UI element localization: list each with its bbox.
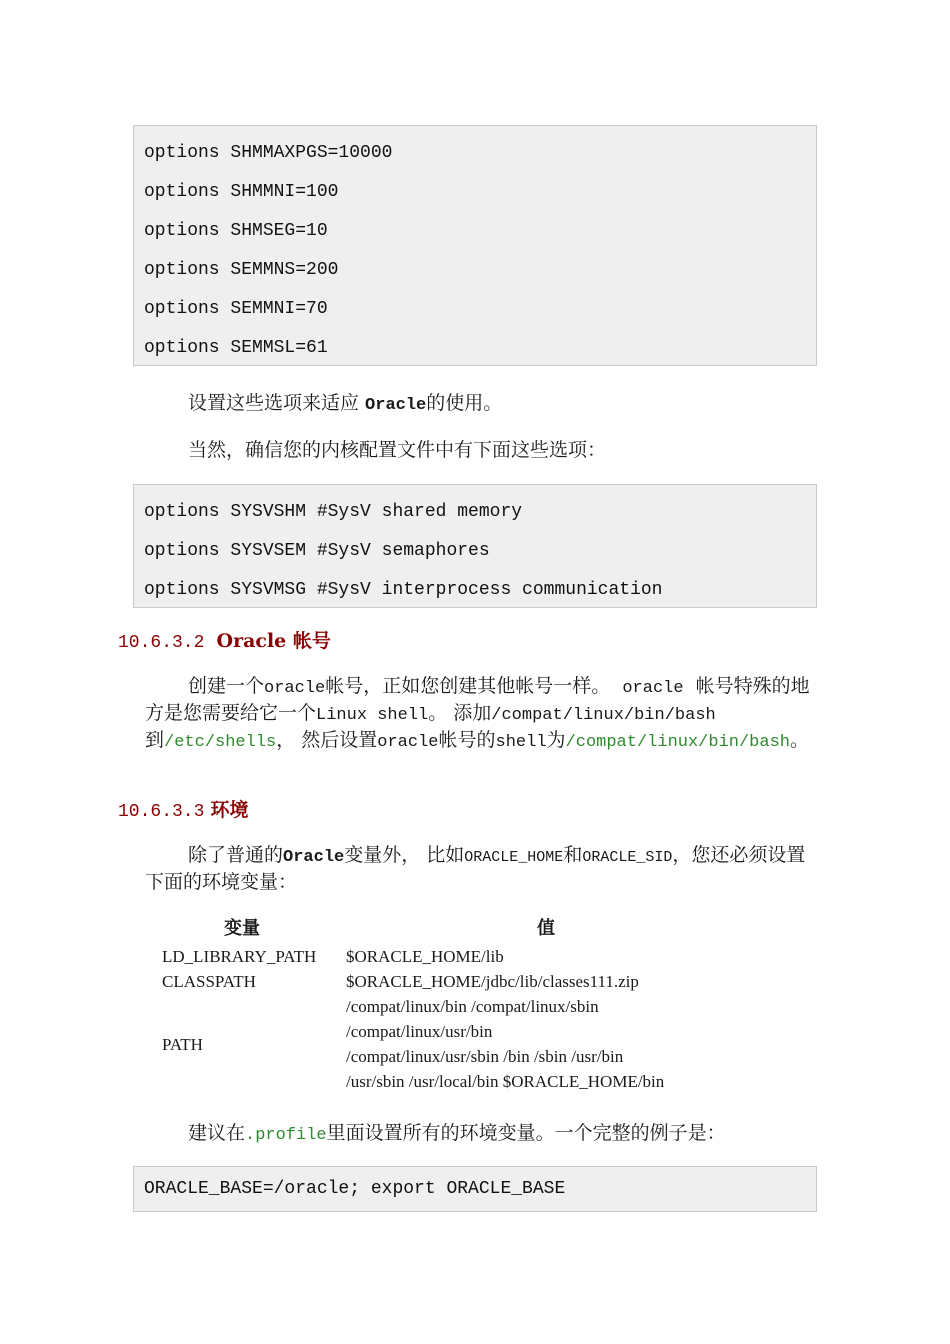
- text: 变量外， 比如: [344, 844, 465, 866]
- section-title: Oracle 帐号: [216, 630, 331, 652]
- code-line: options SHMMAXPGS=10000: [144, 143, 393, 163]
- code-line: options SHMSEG=10: [144, 221, 328, 241]
- section-title: 环境: [210, 799, 249, 821]
- bash-path-green: /compat/linux/bin/bash: [565, 733, 790, 752]
- code-line: options SYSVSEM #SysV semaphores: [144, 541, 490, 561]
- env-var-table: [150, 912, 758, 1094]
- value-line: /usr/sbin /usr/local/bin $ORACLE_HOME/bin: [346, 1072, 665, 1091]
- code-line: options SHMMNI=100: [144, 182, 339, 202]
- oracle-term: oracle: [377, 733, 439, 752]
- text: 为: [546, 729, 566, 751]
- text: 设置这些选项来适应: [188, 392, 366, 414]
- table-row: [150, 944, 758, 969]
- section-heading-oracle-account: [118, 626, 331, 653]
- code-block-kernel-options: [133, 125, 817, 366]
- oracle-term: oracle: [622, 679, 684, 698]
- oracle-term: Oracle: [283, 848, 345, 867]
- code-line: ORACLE_BASE=/oracle; export ORACLE_BASE: [144, 1179, 566, 1199]
- bash-path: /compat/linux/bin/bash: [491, 706, 716, 725]
- paragraph-oracle-options: [145, 391, 810, 418]
- var-value: [334, 944, 758, 969]
- paragraph-create-account: [145, 674, 810, 755]
- oracle-home-term: ORACLE_HOME: [464, 849, 564, 866]
- var-value: [334, 969, 758, 994]
- oracle-sid-term: ORACLE_SID: [582, 849, 673, 866]
- etc-shells-path: /etc/shells: [164, 733, 277, 752]
- text: ，您还必须设置下面的环境变量：: [145, 844, 806, 893]
- value-line: /compat/linux/usr/sbin /bin /sbin /usr/bin: [346, 1047, 624, 1066]
- code-line: options SEMMNI=70: [144, 299, 328, 319]
- text: 。 添加: [428, 702, 492, 724]
- code-line: options SYSVMSG #SysV interprocess communication: [144, 580, 663, 600]
- text: 。: [789, 729, 809, 751]
- linux-shell-term: Linux shell: [316, 706, 429, 725]
- column-header-value: 值: [537, 918, 555, 939]
- text: 和: [563, 844, 583, 866]
- text: 帐号的: [438, 729, 496, 751]
- text: 创建一个: [188, 675, 265, 697]
- text: 里面设置所有的环境变量。一个完整的例子是：: [326, 1122, 726, 1144]
- table-header-row: [150, 912, 758, 944]
- code-line: options SEMMSL=61: [144, 338, 328, 358]
- paragraph-env-vars: [145, 843, 810, 895]
- column-header-variable: 变量: [224, 918, 260, 939]
- table-row: [150, 969, 758, 994]
- text: 帐号特殊的地方是您需要给它一个: [145, 675, 810, 724]
- code-line: options SEMMNS=200: [144, 260, 339, 280]
- section-number: 10.6.3.3: [118, 802, 205, 822]
- value-line: /compat/linux/usr/bin: [346, 1022, 493, 1041]
- var-value: [334, 994, 758, 1094]
- value-line: $ORACLE_HOME/lib: [346, 947, 504, 966]
- code-block-sysv-options: [133, 484, 817, 608]
- text: 的使用。: [426, 392, 503, 414]
- var-name: LD_LIBRARY_PATH: [162, 947, 317, 966]
- var-name: PATH: [162, 1034, 203, 1054]
- paragraph-profile: [145, 1121, 810, 1148]
- value-line: $ORACLE_HOME/jdbc/lib/classes111.zip: [346, 972, 639, 991]
- text: 到: [145, 729, 165, 751]
- shell-term: shell: [495, 733, 547, 752]
- var-name: CLASSPATH: [162, 972, 256, 991]
- section-heading-environment: [118, 795, 248, 822]
- oracle-term: oracle: [264, 679, 326, 698]
- code-line: options SYSVSHM #SysV shared memory: [144, 502, 523, 522]
- code-block-oracle-base: [133, 1166, 817, 1212]
- oracle-term: Oracle: [365, 396, 427, 415]
- profile-file: .profile: [245, 1126, 327, 1145]
- section-number: 10.6.3.2: [118, 633, 205, 653]
- text: 帐号，正如您创建其他帐号一样。: [325, 675, 611, 697]
- text: 除了普通的: [188, 844, 284, 866]
- text: ， 然后设置: [276, 729, 378, 751]
- value-line: /compat/linux/bin /compat/linux/sbin: [346, 997, 599, 1016]
- table-row: [150, 994, 758, 1094]
- text: 建议在: [188, 1122, 246, 1144]
- paragraph-kernel-config: 当然，确信您的内核配置文件中有下面这些选项：: [188, 439, 607, 461]
